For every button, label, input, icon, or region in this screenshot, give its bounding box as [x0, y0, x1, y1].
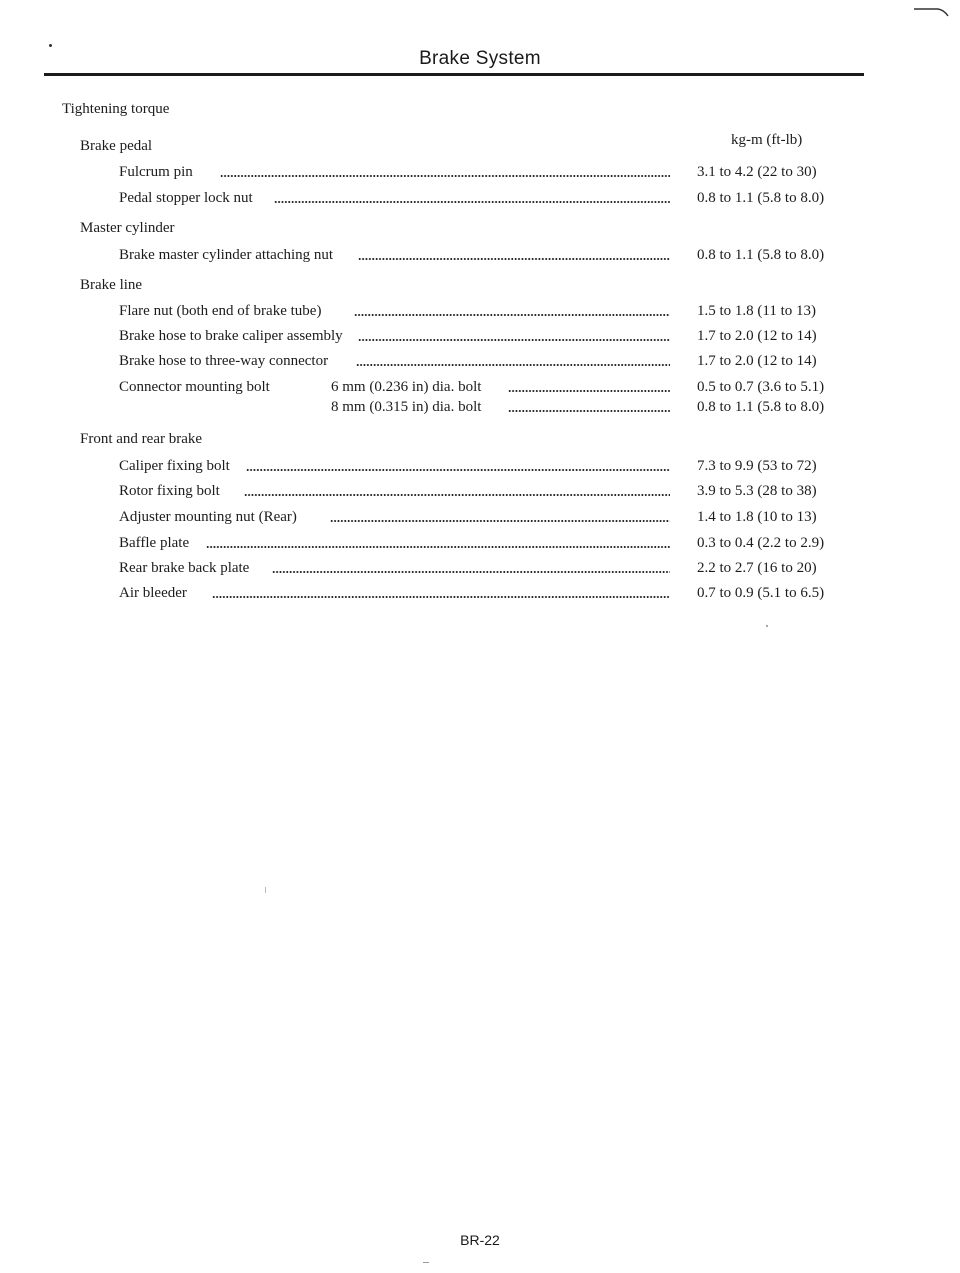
item-value: 1.7 to 2.0 (12 to 14) [697, 328, 817, 344]
item-label: Brake hose to brake caliper assembly [119, 328, 343, 344]
item-value: 0.3 to 0.4 (2.2 to 2.9) [697, 535, 825, 551]
page-number: BR-22 [460, 1232, 500, 1248]
dot-leader [244, 494, 670, 496]
group-title-master-cylinder: Master cylinder [80, 220, 175, 236]
scan-speck [49, 44, 52, 47]
item-value: 1.4 to 1.8 (10 to 13) [697, 509, 817, 525]
item-value: 0.8 to 1.1 (5.8 to 8.0) [697, 190, 825, 206]
item-label: Flare nut (both end of brake tube) [119, 303, 322, 319]
item-label: Adjuster mounting nut (Rear) [119, 509, 297, 525]
scan-speck [265, 887, 266, 893]
dot-leader [246, 469, 670, 471]
dot-leader [272, 571, 670, 573]
scan-speck [766, 625, 768, 627]
scan-speck [423, 1262, 429, 1263]
dot-leader [356, 364, 670, 366]
subitem-label: 6 mm (0.236 in) dia. bolt [331, 379, 482, 395]
item-label: Brake master cylinder attaching nut [119, 247, 334, 263]
item-value: 0.8 to 1.1 (5.8 to 8.0) [697, 399, 825, 415]
item-label: Air bleeder [119, 585, 187, 601]
item-value: 0.8 to 1.1 (5.8 to 8.0) [697, 247, 825, 263]
header-rule [44, 73, 864, 76]
item-label: Connector mounting bolt [119, 379, 270, 395]
dot-leader [358, 258, 670, 260]
item-value: 7.3 to 9.9 (53 to 72) [697, 458, 817, 474]
group-title-front-and-rear-brake: Front and rear brake [80, 431, 203, 447]
dot-leader [206, 546, 670, 548]
item-label: Brake hose to three-way connector [119, 353, 329, 369]
dot-leader [220, 175, 670, 177]
item-value: 0.7 to 0.9 (5.1 to 6.5) [697, 585, 825, 601]
section-title: Tightening torque [62, 101, 170, 117]
units-label: kg-m (ft-lb) [731, 132, 803, 148]
item-label: Rotor fixing bolt [119, 483, 220, 499]
item-label: Baffle plate [119, 535, 190, 551]
dot-leader [212, 596, 670, 598]
dot-leader [508, 390, 670, 392]
dot-leader [508, 410, 670, 412]
item-value: 2.2 to 2.7 (16 to 20) [697, 560, 817, 576]
subitem-label: 8 mm (0.315 in) dia. bolt [331, 399, 482, 415]
dot-leader [330, 520, 670, 522]
dot-leader [354, 314, 670, 316]
item-value: 0.5 to 0.7 (3.6 to 5.1) [697, 379, 825, 395]
item-value: 1.5 to 1.8 (11 to 13) [697, 303, 817, 319]
group-title-brake-line: Brake line [80, 277, 143, 293]
item-value: 1.7 to 2.0 (12 to 14) [697, 353, 817, 369]
item-value: 3.9 to 5.3 (28 to 38) [697, 483, 817, 499]
dot-leader [274, 201, 670, 203]
dot-leader [358, 339, 670, 341]
page-header-title: Brake System [419, 48, 541, 69]
item-label: Pedal stopper lock nut [119, 190, 253, 206]
item-label: Fulcrum pin [119, 164, 193, 180]
item-label: Rear brake back plate [119, 560, 250, 576]
item-value: 3.1 to 4.2 (22 to 30) [697, 164, 817, 180]
item-label: Caliper fixing bolt [119, 458, 230, 474]
group-title-brake-pedal: Brake pedal [80, 138, 153, 154]
corner-scan-mark [912, 6, 952, 20]
